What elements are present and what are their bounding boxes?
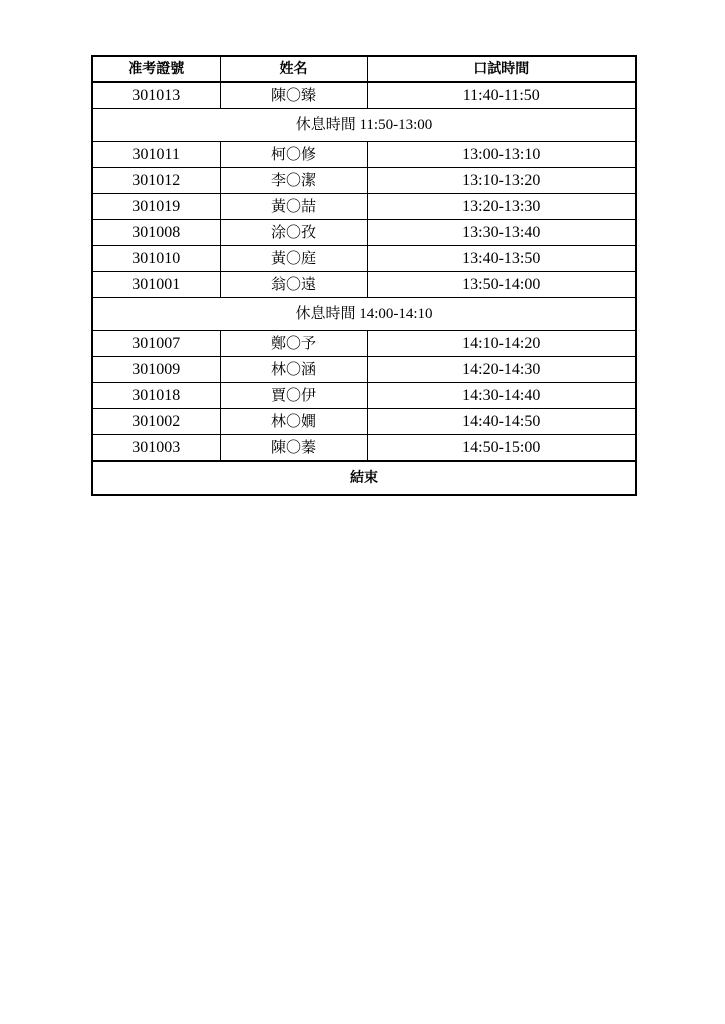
exam-number: 301009 [92,357,220,383]
interview-time: 13:00-13:10 [367,142,636,168]
break-time: 休息時間 11:50-13:00 [92,109,636,142]
candidate-name-text: 林〇嫺 [270,412,316,430]
table-row [92,435,636,462]
table-row [92,142,636,168]
table-row [92,272,636,298]
interview-time: 13:40-13:50 [367,246,636,272]
candidate-name-text: 賈〇伊 [270,386,316,404]
candidate-name-text: 陳〇臻 [270,86,316,104]
interview-time: 14:10-14:20 [367,331,636,357]
candidate-name [220,194,367,220]
candidate-name [220,331,367,357]
candidate-name-text: 翁〇遠 [270,275,316,293]
table-row [92,220,636,246]
candidate-name [220,357,367,383]
exam-number: 301011 [92,142,220,168]
interview-time: 11:40-11:50 [367,82,636,109]
exam-number: 301002 [92,409,220,435]
interview-time: 14:30-14:40 [367,383,636,409]
table-row [92,194,636,220]
table-row [92,383,636,409]
candidate-name [220,168,367,194]
break-time: 休息時間 14:00-14:10 [92,298,636,331]
exam-number: 301013 [92,82,220,109]
interview-time: 14:20-14:30 [367,357,636,383]
interview-time: 13:10-13:20 [367,168,636,194]
interview-time: 13:30-13:40 [367,220,636,246]
candidate-name [220,246,367,272]
interview-time: 14:40-14:50 [367,409,636,435]
exam-number: 301010 [92,246,220,272]
table-row [92,331,636,357]
candidate-name [220,82,367,109]
candidate-name [220,383,367,409]
header-interview-time: 口試時間 [367,56,636,82]
candidate-name [220,435,367,462]
candidate-name-text: 陳〇蓁 [270,438,316,456]
candidate-name-text: 柯〇修 [270,145,316,163]
candidate-name [220,142,367,168]
exam-number: 301007 [92,331,220,357]
exam-number: 301018 [92,383,220,409]
table-row [92,357,636,383]
candidate-name-text: 鄭〇予 [270,334,316,352]
end-row [92,461,636,495]
table-row [92,82,636,109]
exam-number: 301008 [92,220,220,246]
candidate-name [220,220,367,246]
break-row [92,109,636,142]
candidate-name-text: 黃〇喆 [270,197,316,215]
interview-schedule-table [91,55,637,496]
break-row [92,298,636,331]
candidate-name-text: 涂〇孜 [270,223,316,241]
table-body [92,82,636,495]
table-row [92,168,636,194]
table-row [92,409,636,435]
exam-number: 301001 [92,272,220,298]
candidate-name [220,272,367,298]
header-name: 姓名 [220,56,367,82]
candidate-name-text: 林〇涵 [270,360,316,378]
table-row [92,246,636,272]
table-header [92,56,636,82]
candidate-name-text: 李〇潔 [270,171,316,189]
header-row [92,56,636,82]
end-label: 結束 [92,461,636,495]
interview-time: 13:20-13:30 [367,194,636,220]
candidate-name-text: 黃〇庭 [270,249,316,267]
interview-time: 13:50-14:00 [367,272,636,298]
candidate-name [220,409,367,435]
header-exam-number: 准考證號 [92,56,220,82]
exam-number: 301019 [92,194,220,220]
interview-time: 14:50-15:00 [367,435,636,462]
exam-number: 301003 [92,435,220,462]
exam-number: 301012 [92,168,220,194]
